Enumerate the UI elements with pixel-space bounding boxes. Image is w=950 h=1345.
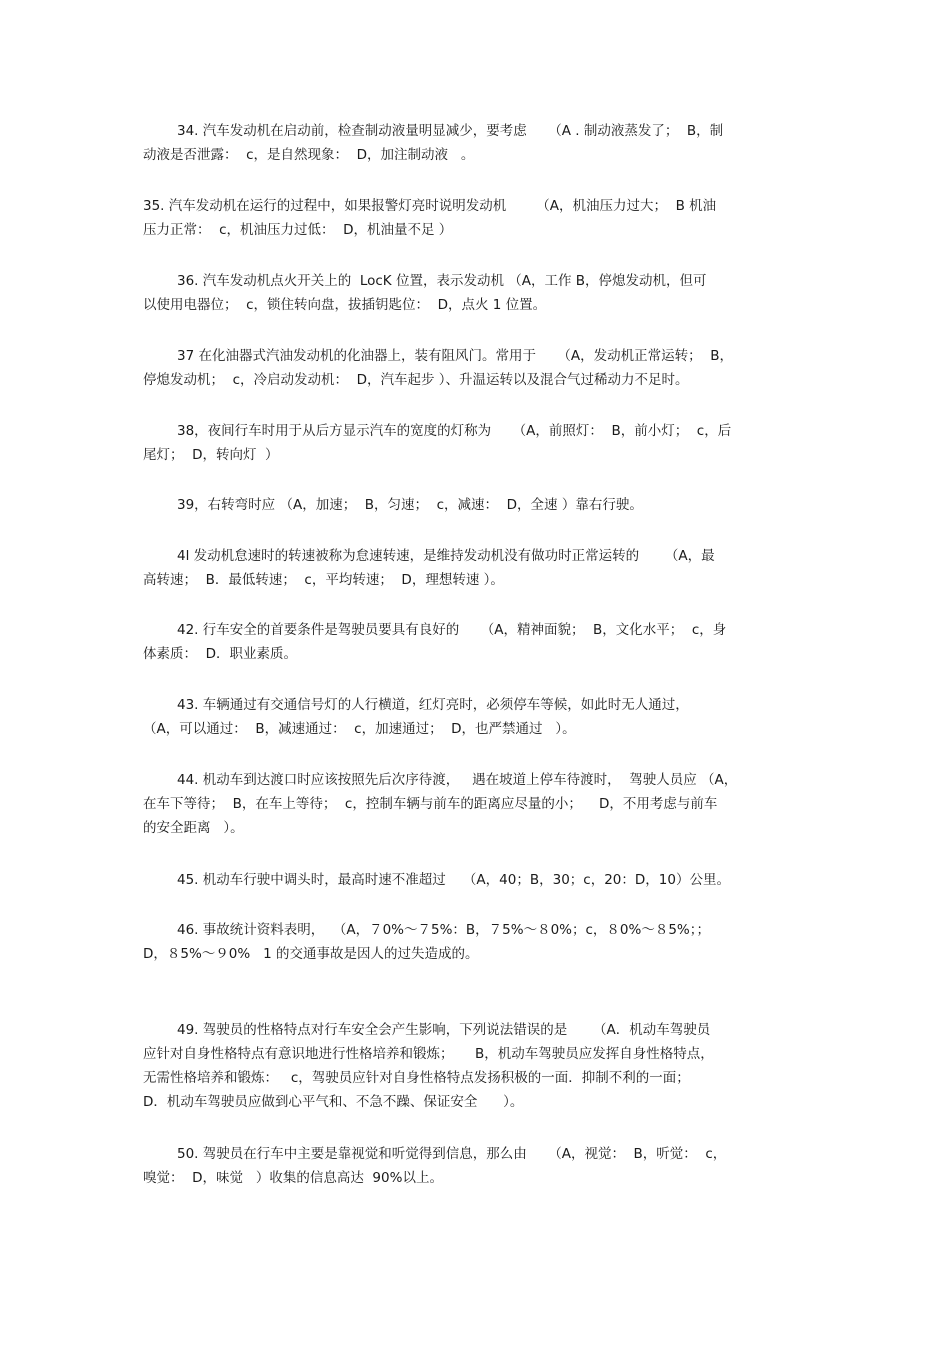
question-46	[143, 918, 808, 966]
question-line: 46. 事故统计资料表明， （A，７0%～７5%：B，７5%～８0%；c，８0%～８5%；；	[177, 922, 711, 938]
question-35	[143, 194, 808, 242]
question-34	[143, 119, 808, 167]
question-line: 的安全距离 ）。	[143, 820, 244, 836]
question-44	[143, 768, 808, 840]
question-line: 停熄发动机； c，冷启动发动机： D，汽车起步 ）、升温运转以及混合气过稀动力不足时。	[143, 372, 689, 388]
question-line: 在车下等待； B，在车上等待； c，控制车辆与前车的距离应尽量的小； D，不用考虑与前车	[143, 796, 718, 812]
question-line: D，８5%～９0% 1 的交通事故是因人的过失造成的。	[143, 946, 479, 962]
question-line: 35. 汽车发动机在运行的过程中，如果报警灯亮时说明发动机 （A，机油压力过大； B 机油	[143, 198, 717, 214]
question-36	[143, 269, 808, 317]
question-line: 36. 汽车发动机点火开关上的 LocK 位置，表示发动机 （A，工作 B，停熄发动机，但可	[177, 273, 707, 289]
question-49	[143, 1018, 808, 1114]
question-line: 49. 驾驶员的性格特点对行车安全会产生影响，下列说法错误的是 （A．机动车驾驶员	[177, 1022, 711, 1038]
question-39	[143, 493, 808, 517]
question-line: 尾灯； D，转向灯 ）	[143, 447, 279, 463]
question-50	[143, 1142, 808, 1190]
question-line: 无需性格培养和锻炼： c，驾驶员应针对自身性格特点发扬积极的一面．抑制不利的一面；	[143, 1070, 690, 1086]
question-line: 50. 驾驶员在行车中主要是靠视觉和听觉得到信息，那么由 （A，视觉： B，听觉： c，	[177, 1146, 727, 1162]
question-43	[143, 693, 808, 741]
question-line: （A，可以通过： B，减速通过： c，加速通过； D，也严禁通过 ）。	[143, 721, 576, 737]
question-line: 42. 行车安全的首要条件是驾驶员要具有良好的 （A，精神面貌； B，文化水平； c，身	[177, 622, 727, 638]
question-line: 38，夜间行车时用于从后方显示汽车的宽度的灯称为 （A，前照灯： B，前小灯； c，后	[177, 423, 732, 439]
question-line: 34. 汽车发动机在启动前，检查制动液量明显减少，要考虑 （A . 制动液蒸发了； B，制	[177, 123, 724, 139]
question-line: 动液是否泄露： c，是自然现象： D，加注制动液 。	[143, 147, 475, 163]
question-line: 嗅觉： D，味觉 ）收集的信息高达 90%以上。	[143, 1170, 443, 1186]
question-line: 44. 机动车到达渡口时应该按照先后次序待渡， 遇在坡道上停车待渡时， 驾驶人员应 （A，	[177, 772, 738, 788]
question-38	[143, 419, 808, 467]
question-line: 4l 发动机怠速时的转速被称为怠速转速，是维持发动机没有做功时正常运转的 （A，最	[177, 548, 715, 564]
question-41	[143, 544, 808, 592]
question-45	[143, 868, 808, 892]
question-line: 45. 机动车行驶中调头时，最高时速不准超过 （A，40；B，30；c，20：D，10）公里。	[177, 872, 730, 888]
question-line: 高转速； B．最低转速； c，平均转速； D，理想转速 ）。	[143, 572, 504, 588]
question-line: 以使用电器位； c，锁住转向盘，拔插钥匙位： D，点火 1 位置。	[143, 297, 547, 313]
question-line: D．机动车驾驶员应做到心平气和、不急不躁、保证安全 ）。	[143, 1094, 524, 1110]
question-line: 应针对自身性格特点有意识地进行性格培养和锻炼； B，机动车驾驶员应发挥自身性格特点，	[143, 1046, 714, 1062]
question-37	[143, 344, 808, 392]
question-42	[143, 618, 808, 666]
question-line: 37 在化油器式汽油发动机的化油器上，装有阻风门。常用于 （A，发动机正常运转； B，	[177, 348, 734, 364]
question-line: 43. 车辆通过有交通信号灯的人行横道，红灯亮时，必须停车等候，如此时无人通过，	[177, 697, 689, 713]
question-line: 体素质： D．职业素质。	[143, 646, 297, 662]
question-line: 39，右转弯时应 （A，加速； B，匀速； c，减速： D，全速 ）靠右行驶。	[177, 497, 643, 513]
question-line: 压力正常： c，机油压力过低： D，机油量不足 ）	[143, 222, 453, 238]
